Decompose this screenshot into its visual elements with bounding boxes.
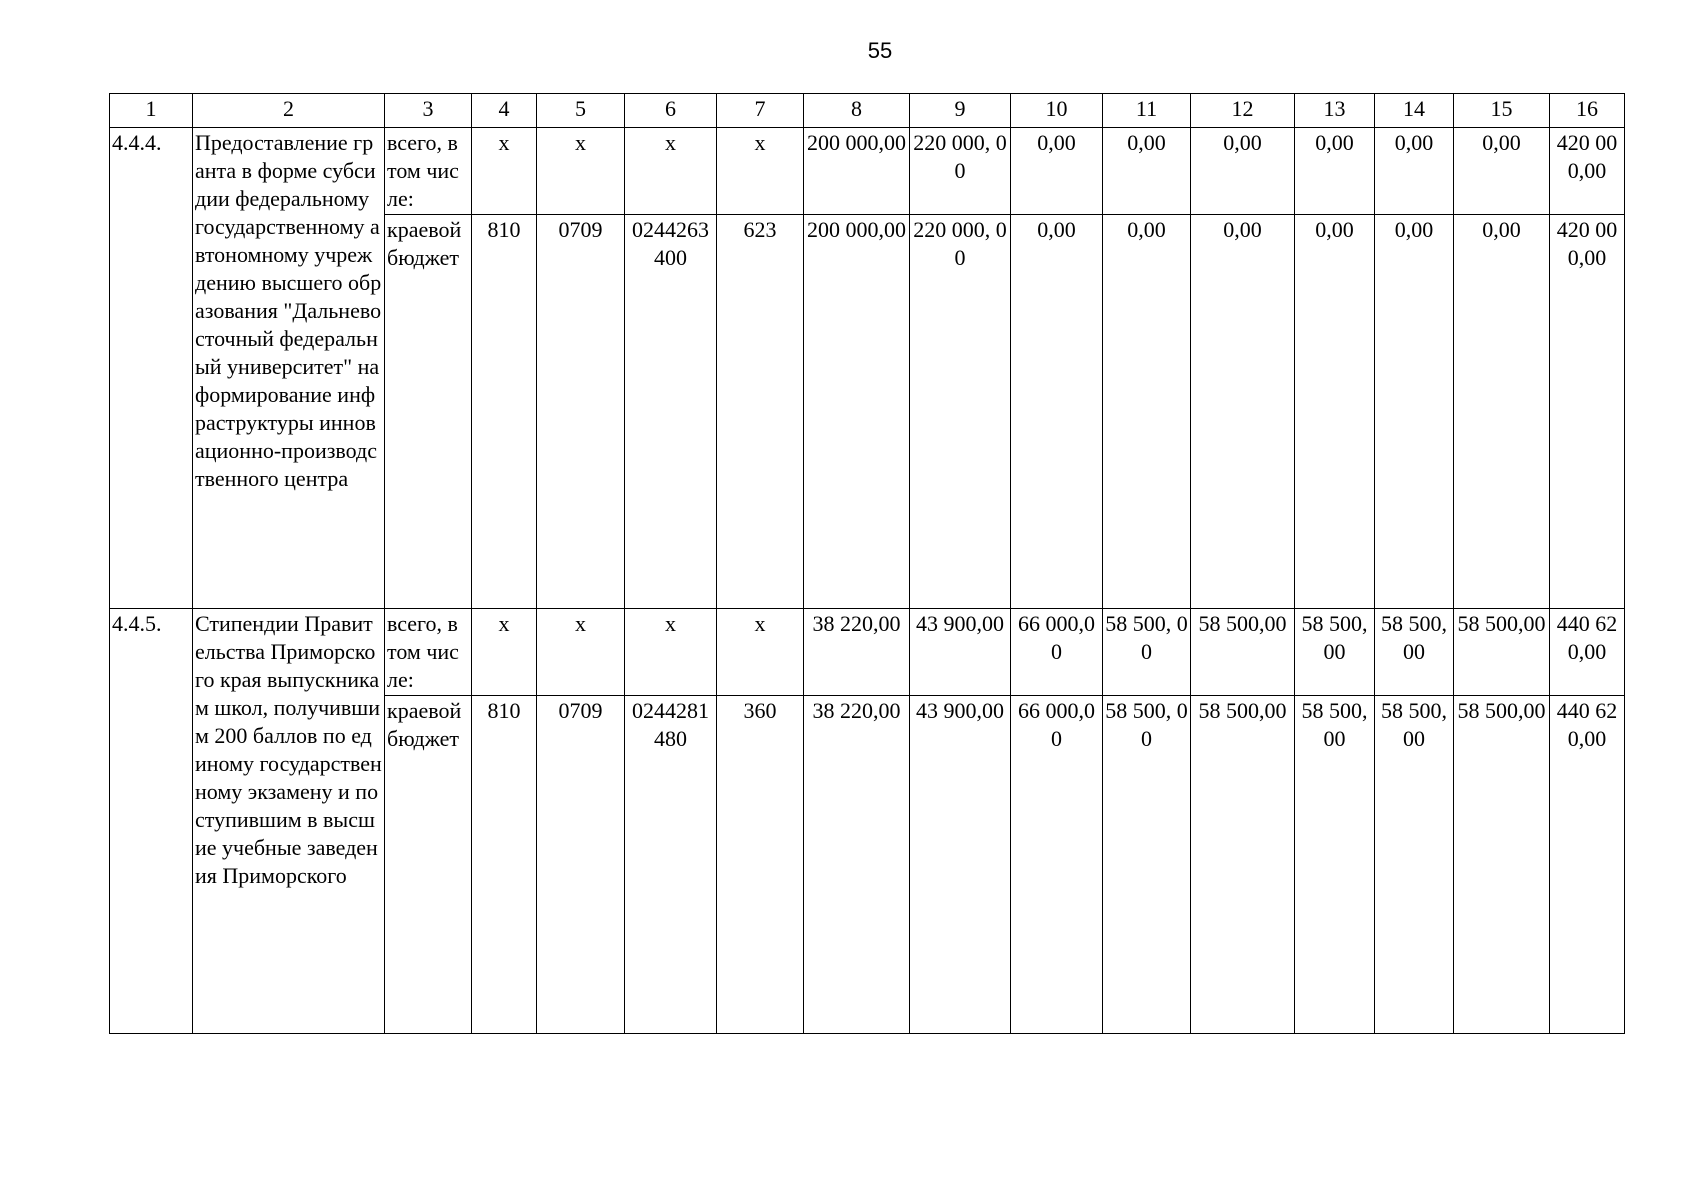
budget-table [109, 93, 1625, 1034]
cell-c4: х [472, 128, 537, 215]
column-header: 13 [1295, 94, 1375, 128]
column-header: 4 [472, 94, 537, 128]
item-name: Стипендии Правительства Приморского края выпускникам школ, получившим 200 баллов по единому государственному экзамену и поступившим в высшие учебные заведения Приморского [193, 609, 385, 1034]
column-header: 16 [1550, 94, 1625, 128]
cell-c11: 58 500, 00 [1103, 696, 1191, 1034]
cell-c4: 810 [472, 696, 537, 1034]
cell-c13: 0,00 [1295, 215, 1375, 609]
column-header: 10 [1011, 94, 1103, 128]
cell-c9: 43 900,00 [910, 609, 1011, 696]
cell-c6: х [625, 128, 717, 215]
cell-c14: 0,00 [1375, 128, 1454, 215]
column-header: 9 [910, 94, 1011, 128]
item-name: Предоставление гранта в форме субсидии федеральному государственному автономному учреждению высшего образования "Дальневосточный федеральный университет" на формирование инфраструктуры инновационно-производственного центра [193, 128, 385, 609]
column-header: 3 [385, 94, 472, 128]
cell-c7: 623 [717, 215, 804, 609]
cell-c16: 420 000,00 [1550, 128, 1625, 215]
cell-c15: 58 500,00 [1454, 696, 1550, 1034]
cell-c10: 0,00 [1011, 128, 1103, 215]
cell-c11: 58 500, 00 [1103, 609, 1191, 696]
cell-c4: 810 [472, 215, 537, 609]
column-header: 8 [804, 94, 910, 128]
cell-c5: 0709 [537, 215, 625, 609]
cell-c5: х [537, 128, 625, 215]
cell-c8: 38 220,00 [804, 609, 910, 696]
funding-source: всего, в том числе: [385, 609, 472, 696]
cell-c13: 58 500, 00 [1295, 696, 1375, 1034]
table-row [110, 128, 1625, 215]
cell-c15: 0,00 [1454, 215, 1550, 609]
column-header: 14 [1375, 94, 1454, 128]
cell-c6: 0244281480 [625, 696, 717, 1034]
cell-c12: 58 500,00 [1191, 609, 1295, 696]
item-code: 4.4.5. [110, 609, 193, 1034]
cell-c4: х [472, 609, 537, 696]
cell-c5: 0709 [537, 696, 625, 1034]
cell-c14: 0,00 [1375, 215, 1454, 609]
cell-c10: 66 000,00 [1011, 696, 1103, 1034]
cell-c6: х [625, 609, 717, 696]
column-header: 5 [537, 94, 625, 128]
item-code: 4.4.4. [110, 128, 193, 609]
cell-c8: 200 000,00 [804, 128, 910, 215]
cell-c13: 0,00 [1295, 128, 1375, 215]
cell-c10: 66 000,00 [1011, 609, 1103, 696]
cell-c12: 0,00 [1191, 128, 1295, 215]
table-row [110, 609, 1625, 696]
cell-c13: 58 500, 00 [1295, 609, 1375, 696]
funding-source: краевой бюджет [385, 696, 472, 1034]
cell-c7: х [717, 609, 804, 696]
cell-c12: 58 500,00 [1191, 696, 1295, 1034]
cell-c12: 0,00 [1191, 215, 1295, 609]
cell-c15: 58 500,00 [1454, 609, 1550, 696]
cell-c8: 38 220,00 [804, 696, 910, 1034]
column-header: 7 [717, 94, 804, 128]
cell-c7: 360 [717, 696, 804, 1034]
cell-c11: 0,00 [1103, 128, 1191, 215]
cell-c16: 440 620,00 [1550, 609, 1625, 696]
cell-c10: 0,00 [1011, 215, 1103, 609]
column-header: 12 [1191, 94, 1295, 128]
cell-c14: 58 500, 00 [1375, 696, 1454, 1034]
column-header: 2 [193, 94, 385, 128]
cell-c14: 58 500, 00 [1375, 609, 1454, 696]
column-header: 15 [1454, 94, 1550, 128]
cell-c9: 220 000, 00 [910, 215, 1011, 609]
cell-c16: 420 000,00 [1550, 215, 1625, 609]
column-header: 1 [110, 94, 193, 128]
cell-c11: 0,00 [1103, 215, 1191, 609]
cell-c9: 43 900,00 [910, 696, 1011, 1034]
funding-source: краевой бюджет [385, 215, 472, 609]
page-number: 55 [867, 38, 893, 63]
cell-c6: 0244263400 [625, 215, 717, 609]
cell-c9: 220 000, 00 [910, 128, 1011, 215]
cell-c7: х [717, 128, 804, 215]
cell-c8: 200 000,00 [804, 215, 910, 609]
funding-source: всего, в том числе: [385, 128, 472, 215]
column-header: 11 [1103, 94, 1191, 128]
cell-c5: х [537, 609, 625, 696]
column-header: 6 [625, 94, 717, 128]
cell-c15: 0,00 [1454, 128, 1550, 215]
header-row [110, 94, 1625, 128]
cell-c16: 440 620,00 [1550, 696, 1625, 1034]
